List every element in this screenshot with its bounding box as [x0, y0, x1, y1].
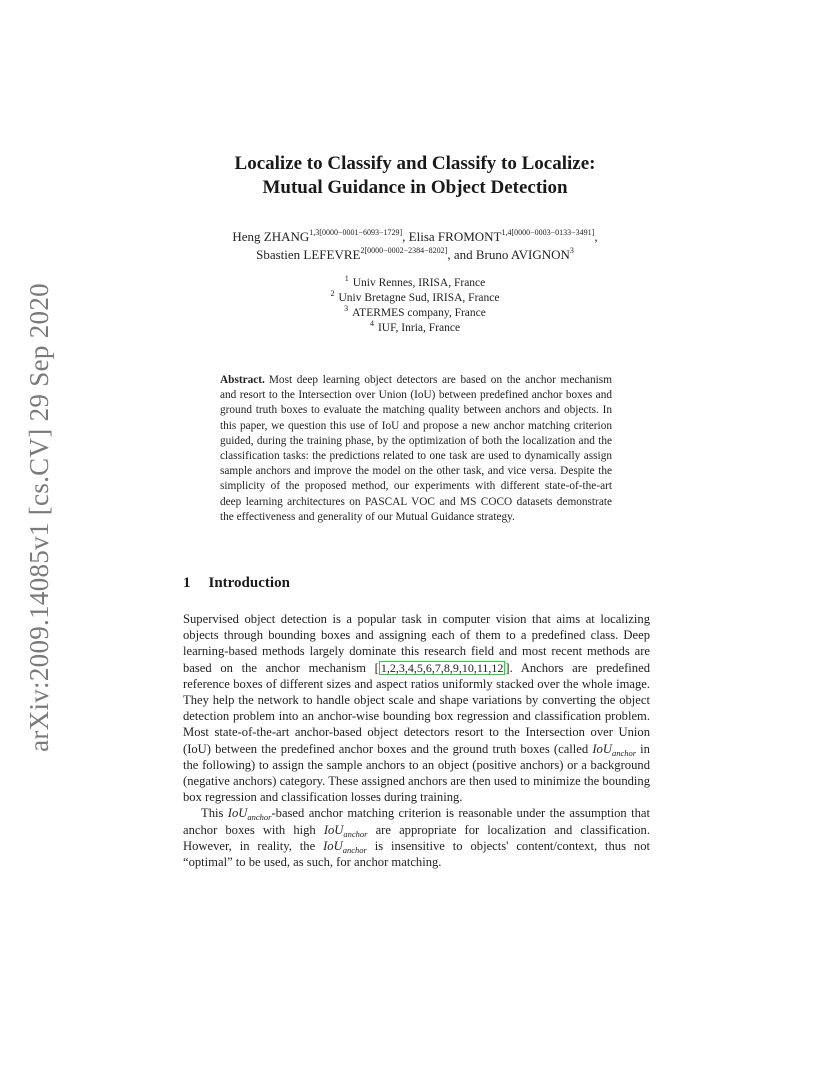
- title-line-2: Mutual Guidance in Object Detection: [262, 177, 568, 198]
- affiliation-line: $^4$ IUF, Inria, France: [369, 319, 461, 334]
- author-list: [130, 228, 700, 264]
- author-affiliation-mark: 2[0000−0002−2384−8202]: [360, 246, 448, 255]
- author-name: Sbastien LEFEVRE: [256, 247, 361, 262]
- author-name: Heng ZHANG: [232, 229, 310, 244]
- citation-link[interactable]: 1,2,3,4,5,6,7,8,9,10,11,12: [380, 660, 504, 675]
- author-name: , Elisa FROMONT: [402, 229, 502, 244]
- paragraph: Supervised object detection is a popular task in computer vision that aims at localizing objects through bounding boxes and assigning each of them to a predefined class. Deep learning-based methods largely dominate this research field and most recent methods are based on the anchor mechanism [ 1,2,3,4,5,6,7,8,9,10,11,12 ]. Anchors are predefined reference boxes of different sizes and aspect ratios uniformly stacked over the whole image. They help the network to handle object scale and shape variations by converting the object detection problem into an anchor-wise bounding box regression and classification problem. Most state-of-the-art anchor-based object detectors resort to the Intersection over Union (IoU) between the predefined anchor boxes and the ground truth boxes (called IoU$_{anchor}$ in the following) to assign the sample anchors to an object (positive anchors) or a background (negative anchors) category. These assigned anchors are then used to minimize the bounding box regression and classification losses during training.: [183, 612, 650, 805]
- affiliation-line: $^1$ Univ Rennes, IRISA, France: [344, 274, 486, 289]
- abstract-label: Abstract.: [220, 374, 265, 386]
- introduction-body: [183, 611, 650, 870]
- abstract-text: Most deep learning object detectors are based on the anchor mechanism and resort to the Intersection over Union (IoU) between predefined anchor boxes and ground truth boxes to evaluate the matching quality between anchors and objects. In this paper, we question this use of IoU and propose a new anchor matching criterion guided, during the training phase, by the optimization of both the localization and the classification tasks: the predictions related to one task are used to dynamically assign sample anchors and improve the model on the other task, and vice versa. Despite the simplicity of the proposed method, our experiments with different state-of-the-art deep learning architectures on PASCAL VOC and MS COCO datasets demonstrate the effectiveness and generality of our Mutual Guidance strategy.: [220, 374, 612, 523]
- abstract: [220, 373, 612, 525]
- affiliation-list: [250, 276, 580, 336]
- title-line-1: Localize to Classify and Classify to Localize:: [234, 153, 596, 174]
- paper-title: [150, 152, 680, 200]
- arxiv-sidebar-stamp: [14, 285, 64, 750]
- section-title: Introduction: [208, 575, 290, 591]
- author-affiliation-mark: 1,4[0000−0003−0133−3491]: [501, 228, 595, 237]
- affiliation-line: $^3$ ATERMES company, France: [344, 304, 486, 319]
- paragraph: This IoU$_{anchor}$-based anchor matching criterion is reasonable under the assumption that anchor boxes with high IoU$_{anchor}$ are appropriate for localization and classification. However, in reality, the IoU$_{anchor}$ is insensitive to objects' content/context, thus not “optimal” to be used, as such, for anchor matching.: [183, 806, 651, 870]
- author-separator: ,: [594, 229, 598, 244]
- author-name: , and Bruno AVIGNON: [447, 247, 570, 262]
- section-number: 1: [183, 575, 191, 591]
- author-affiliation-mark: 1,3[0000−0001−6093−1729]: [309, 228, 403, 237]
- section-heading-introduction: [183, 575, 290, 592]
- arxiv-identifier: arXiv:2009.14085v1 [cs.CV] 29 Sep 2020: [23, 283, 54, 752]
- author-affiliation-mark: 3: [569, 246, 574, 255]
- affiliation-line: $^2$ Univ Bretagne Sud, IRISA, France: [330, 289, 500, 304]
